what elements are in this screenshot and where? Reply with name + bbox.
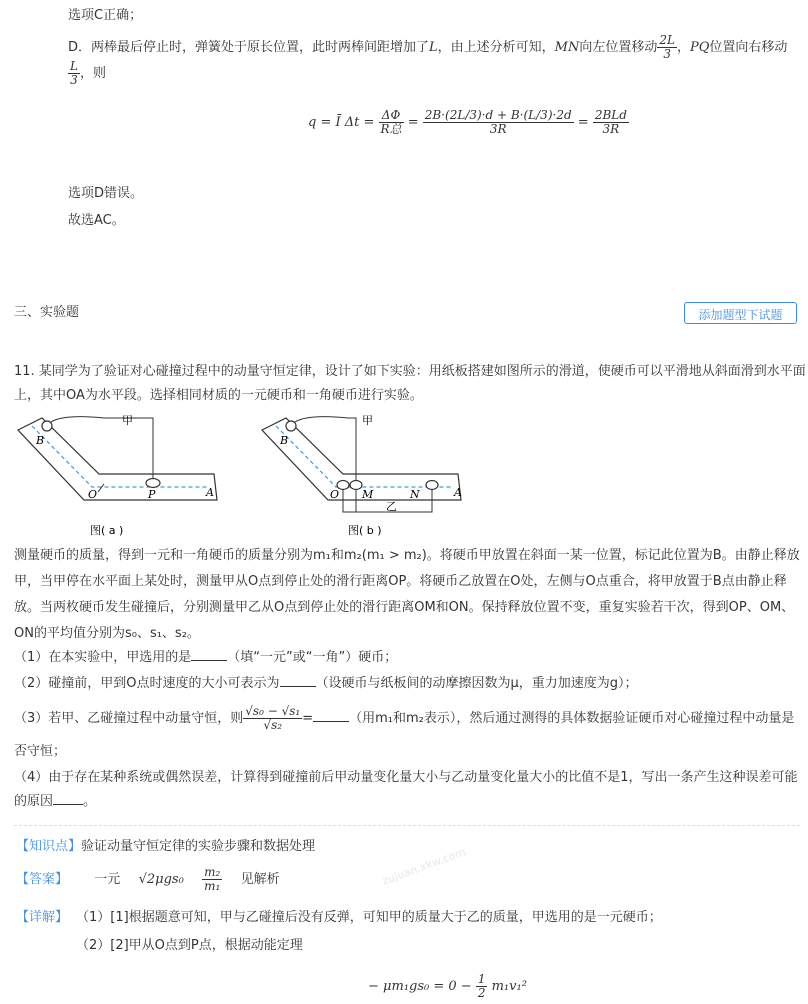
prev-option-d-line: D．两棒最后停止时，弹簧处于原长位置，此时两棒间距增加了L，由上述分析可知，MN向左位置移动 $\frac{2L}{3}$ ，PQ位置向右移动 <box>68 33 788 61</box>
question-para-4: ON的平均值分别为s₀、s₁、s₂。 <box>14 626 200 641</box>
subquestion-2: （2）碰撞前，甲到O点时速度的大小可表示为 （设硬币与纸板间的动摩擦因数为μ，重力加速度为g）； <box>14 676 638 691</box>
coin-a-B <box>42 421 52 431</box>
subquestion-4: （4）由于存在某种系统或偶然误差，计算得到碰撞前后甲动量变化量大小与乙动量变化量大小的比值不是1，写出一条产生这种误差可能 <box>14 770 798 785</box>
subquestion-3-line2: 否守恒； <box>14 744 67 759</box>
coin-b-B <box>286 421 296 431</box>
label-b-jia: 甲 <box>362 414 373 427</box>
caption-fig-a: 图( a ) <box>90 524 124 537</box>
subquestion-1: （1）在本实验中，甲选用的是 （填“一元”或“一角”）硬币； <box>14 650 398 665</box>
label-a-jia: 甲 <box>122 414 133 427</box>
q3-fraction: $\frac{\text{√s₀ − √s₁}}{\text{√s₂}}$ <box>245 704 301 732</box>
prev-option-d-wrong: 选项D错误。 <box>68 186 144 201</box>
question-stem-line1: 11. 某同学为了验证对心碰撞过程中的动量守恒定律，设计了如下实验：用纸板搭建如图所示的滑道，使硬币可以平滑地从斜面滑到水平面 <box>14 364 806 379</box>
label-b-B: B <box>280 434 289 447</box>
coin-b-M <box>350 481 362 490</box>
section-title: 三、实验题 <box>14 305 80 320</box>
figure-a <box>14 412 224 538</box>
label-b-O: O <box>330 488 340 501</box>
caption-fig-b: 图( b ) <box>348 524 382 537</box>
figure-b <box>258 412 478 538</box>
label-b-M: M <box>362 488 374 501</box>
knowledge-point: 【知识点】验证动量守恒定律的实验步骤和数据处理 <box>16 839 316 854</box>
add-to-paper-button[interactable]: 添加题型下试题 <box>684 302 797 324</box>
watermark: zujuan.xkw.com <box>380 845 468 888</box>
prev-option-d-line2: $\frac{L}{3}$ ，则 <box>70 59 106 87</box>
label-a-A: A <box>206 486 214 499</box>
label-a-O: O <box>88 488 98 501</box>
answer-4: 见解析 <box>240 872 280 887</box>
coin-a-P <box>146 479 160 488</box>
question-stem-line2: 上，其中OA为水平段。选择相同材质的一元硬币和一角硬币进行实验。 <box>14 388 423 403</box>
answer-row: 【答案】 一元 √2μgs₀ $\frac{\text{m₂}}{\text{m₁}}$ 见解析 <box>16 865 280 893</box>
answer-2: √2μgs₀ <box>138 872 184 887</box>
detail-line2: （2）[2]甲从O点到P点，根据动能定理 <box>76 938 303 953</box>
question-para-2: 甲，当甲停在水平面上某处时，测量甲从O点到停止处的滑行距离OP。将硬币乙放置在O处，左侧与O点重合，将甲放置于B点由静止释 <box>14 574 787 589</box>
answer-1: 一元 <box>94 872 121 887</box>
answer-3: $\frac{\text{m₂}}{\text{m₁}}$ <box>204 865 221 893</box>
formula-kinetic: − μm₁gs₀ = 0 − $\frac{1}{2}$ m₁v₁² <box>368 972 527 1000</box>
detail-line1: 【详解】 （1）[1]根据题意可知，甲与乙碰撞后没有反弹，可知甲的质量大于乙的质量，甲选用的是一元硬币； <box>16 910 662 925</box>
prev-final-choice: 故选AC。 <box>68 213 125 228</box>
label-b-N: N <box>410 488 420 501</box>
frac-2l-3: $\frac{2L}{3}$ <box>659 33 675 61</box>
formula-q: q = Ī Δt = $\frac{\Delta\Phi}{\text{R总}}$ = $\frac{2B\cdot(2L/3)\cdot d + B\cdot(L/3)\cdot 2d}{3R}$ = $\frac{\text{2BLd}}{3R}$ <box>308 108 627 136</box>
label-a-B: B <box>36 434 45 447</box>
frac-l-3: $\frac{L}{3}$ <box>70 59 78 87</box>
label-a-P: P <box>148 488 156 501</box>
subquestion-3: （3）若甲、乙碰撞过程中动量守恒，则 $\frac{\text{√s₀ − √s₁}}{\text{√s₂}}$ = （用m₁和m₂表示），然后通过测得的具体数据验证硬币对心碰撞过程中动量是 <box>14 704 795 732</box>
question-para-1: 测量硬币的质量，得到一元和一角硬币的质量分别为m₁和m₂(m₁ > m₂)。将硬币甲放置在斜面一某一位置，标记此位置为B。由静止释放 <box>14 548 800 563</box>
divider <box>14 825 800 826</box>
coin-b-N <box>426 481 438 490</box>
label-b-A: A <box>454 486 462 499</box>
label-b-yi: 乙 <box>386 500 397 513</box>
prev-option-c: 选项C正确； <box>68 8 143 23</box>
subquestion-4-line2: 的原因 。 <box>14 794 97 809</box>
question-para-3: 放。当两枚硬币发生碰撞后，分别测量甲乙从O点到停止处的滑行距离OM和ON。保持释放位置不变，重复实验若干次，得到OP、OM、 <box>14 600 795 615</box>
